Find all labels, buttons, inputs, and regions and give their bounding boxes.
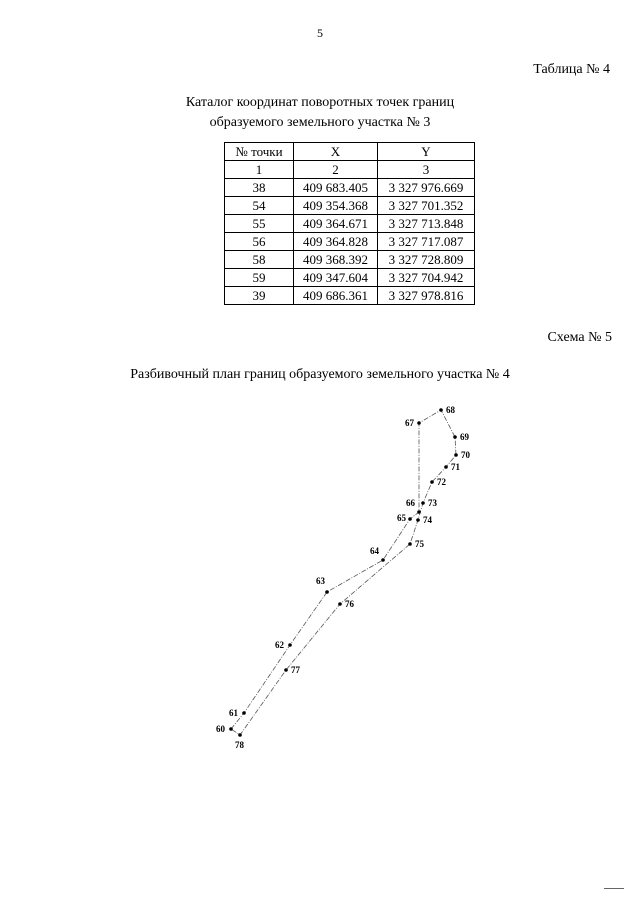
point-label: 60	[216, 724, 225, 734]
point-marker	[229, 727, 233, 731]
boundary-point	[216, 724, 233, 734]
cell-point: 54	[225, 197, 294, 215]
cell-point: 59	[225, 269, 294, 287]
header-y: Y	[378, 143, 475, 161]
boundary-point	[405, 418, 421, 428]
cell-x: 409 368.392	[294, 251, 378, 269]
cell-x: 409 347.604	[294, 269, 378, 287]
boundary-point	[397, 513, 412, 523]
boundary-point	[235, 733, 245, 750]
cell-y: 3 327 713.848	[378, 215, 475, 233]
scheme-caption: Схема № 5	[547, 330, 612, 345]
point-label: 67	[405, 418, 414, 428]
point-marker	[454, 453, 458, 457]
point-marker	[421, 501, 425, 505]
boundary-point	[430, 477, 446, 487]
cell-y: 3 327 728.809	[378, 251, 475, 269]
point-label: 73	[428, 498, 437, 508]
cell-y: 3 327 978.816	[378, 287, 475, 305]
boundary-point	[454, 450, 470, 460]
boundary-point	[275, 640, 292, 650]
point-marker	[381, 558, 385, 562]
cell-point: 55	[225, 215, 294, 233]
point-marker	[238, 733, 242, 737]
point-label: 77	[291, 665, 300, 675]
page-number: 5	[317, 26, 323, 40]
point-marker	[408, 517, 412, 521]
boundary-point	[406, 498, 421, 514]
point-marker	[284, 668, 288, 672]
point-label: 71	[451, 462, 460, 472]
point-label: 62	[275, 640, 284, 650]
column-number-1: 1	[225, 161, 294, 179]
point-label: 70	[461, 450, 470, 460]
boundary-point	[338, 599, 354, 609]
cell-x: 409 686.361	[294, 287, 378, 305]
point-marker	[444, 465, 448, 469]
point-marker	[408, 542, 412, 546]
point-label: 72	[437, 477, 446, 487]
boundary-point	[408, 539, 424, 549]
cell-x: 409 364.671	[294, 215, 378, 233]
point-marker	[453, 435, 457, 439]
boundary-point	[439, 405, 455, 415]
point-marker	[338, 602, 342, 606]
cell-point: 58	[225, 251, 294, 269]
boundary-point	[421, 498, 437, 508]
boundary-point	[229, 708, 246, 718]
table-caption: Таблица № 4	[533, 62, 610, 77]
point-label: 61	[229, 708, 238, 718]
cell-y: 3 327 704.942	[378, 269, 475, 287]
page-corner-mark	[604, 888, 624, 889]
point-marker	[325, 590, 329, 594]
header-point-number: № точки	[225, 143, 294, 161]
cell-y: 3 327 717.087	[378, 233, 475, 251]
catalog-title-line-2: образуемого земельного участка № 3	[209, 115, 431, 130]
boundary-point	[444, 462, 460, 472]
cell-point: 56	[225, 233, 294, 251]
point-label: 68	[446, 405, 455, 415]
cell-y: 3 327 976.669	[378, 179, 475, 197]
point-label: 63	[316, 576, 325, 586]
point-label: 65	[397, 513, 406, 523]
point-marker	[439, 408, 443, 412]
point-marker	[242, 711, 246, 715]
cell-y: 3 327 701.352	[378, 197, 475, 215]
plot-boundary-line	[231, 410, 456, 735]
boundary-point	[284, 665, 300, 675]
cell-x: 409 354.368	[294, 197, 378, 215]
boundary-point	[370, 546, 385, 562]
point-marker	[288, 643, 292, 647]
point-label: 78	[235, 740, 244, 750]
point-label: 74	[423, 515, 432, 525]
boundary-point	[316, 576, 329, 594]
point-marker	[430, 480, 434, 484]
cell-x: 409 364.828	[294, 233, 378, 251]
point-label: 69	[460, 432, 469, 442]
point-label: 64	[370, 546, 379, 556]
catalog-title-line-1: Каталог координат поворотных точек границ	[185, 95, 455, 110]
header-x: X	[294, 143, 378, 161]
point-marker	[417, 510, 421, 514]
point-marker	[417, 421, 421, 425]
boundary-point	[453, 432, 469, 442]
cell-x: 409 683.405	[294, 179, 378, 197]
point-label: 75	[415, 539, 424, 549]
point-label: 76	[345, 599, 354, 609]
plan-title: Разбивочный план границ образуемого земельного участка № 4	[130, 367, 510, 382]
column-number-2: 2	[294, 161, 378, 179]
column-number-3: 3	[378, 161, 475, 179]
point-label: 66	[406, 498, 415, 508]
point-marker	[416, 518, 420, 522]
cell-point: 38	[225, 179, 294, 197]
cell-point: 39	[225, 287, 294, 305]
